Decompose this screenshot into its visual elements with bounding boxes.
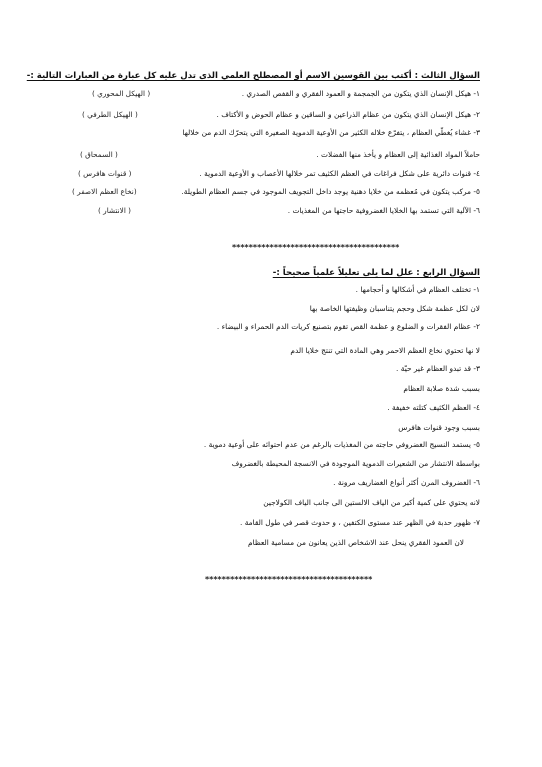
q4-item-4-question: ٤- العظم الكثيف كتلته خفيفة . <box>387 403 480 412</box>
q4-item-7-question: ٧- ظهور حدبة في الظهر عند مستوى الكتفين ، و حدوث قصر في طول القامة . <box>240 518 480 527</box>
q3-item-5-answer: (نخاع العظم الاصفر ) <box>72 187 137 196</box>
q4-title: السؤال الرابع : علل لما يلى تعليلاً علمياً صحيحاً :- <box>272 268 480 278</box>
q4-item-4-reason: بسبب وجود قنوات هافرس <box>398 423 480 432</box>
q3-item-3-text: ٣- غشاء يُغطّي العظام ، يتفرّع خلاله الكثير من الأوعية الدموية الصغيرة التي يتحرّك الدم من خلالها <box>182 128 480 137</box>
q3-item-6-text: ٦- الآلية التي تستمد بها الخلايا الغضروفية حاجتها من المغذيات . <box>287 206 480 215</box>
q4-item-6-reason: لانه يحتوي على كمية أكبر من الياف الالستين الى جانب الياف الكولاجين <box>263 498 480 507</box>
q3-item-4-answer: ( قنوات هافرس ) <box>78 169 132 178</box>
separator-stars-1: **************************************** <box>232 243 400 252</box>
q3-item-2-text: ٢- هيكل الإنسان الذي يتكون من عظام الذراعين و الساقين و عظام الحوض و الأكتاف . <box>216 110 480 119</box>
q3-item-2-answer: ( الهيكل الطرفي ) <box>82 110 138 119</box>
q4-item-6-question: ٦- الغضروف المرن أكثر أنواع الغضاريف مرونة . <box>333 478 480 487</box>
q4-item-2-question: ٢- عظام الفقرات و الضلوع و عظمة القص تقوم بتصنيع كريات الدم الحمراء و البيضاء . <box>216 322 480 331</box>
q4-item-5-question: ٥- يستمد النسيج الغضروفي حاجته من المغذيات بالرغم من عدم احتوائه على أوعية دموية . <box>203 440 480 449</box>
q4-item-3-question: ٣- قد تبدو العظام غير حيّة . <box>396 364 480 373</box>
q3-item-3-answer: ( السمحاق ) <box>80 150 118 159</box>
separator-stars-2: **************************************** <box>205 575 373 584</box>
q4-item-3-reason: بسبب شدة صلابة العظام <box>403 384 480 393</box>
q4-item-1-question: ١- تختلف العظام في أشكالها و أحجامها . <box>355 285 480 294</box>
q4-item-1-reason: لان لكل عظمة شكل وحجم يتناسبان وظيفتها الخاصة بها <box>309 304 480 313</box>
q4-item-2-reason: لا نها تحتوي نخاع العظم الاحمر وهي المادة التي تنتج خلايا الدم <box>290 346 480 355</box>
q4-item-5-reason: بواسطة الانتشار من الشعيرات الدموية الموجودة في الانسجة المحيطة بالغضروف <box>231 459 480 468</box>
q3-item-1-text: ١- هيكل الإنسان الذي يتكون من الجمجمة و العمود الفقري و القفص الصدري . <box>241 89 480 98</box>
q3-item-5-text: ٥- مركب يتكون في مُعظمه من خلايا دهنية يوجد داخل التجويف الموجود في جسم العظام الطويلة. <box>181 187 480 196</box>
q4-item-7-reason: لان العمود الفقري ينحل عند الاشخاص الذين يعانون من مسامية العظام <box>248 538 464 547</box>
q3-title: السؤال الثالث : أكتب بين القوسين الاسم أو المصطلح العلمي الذى تدل عليه كل عبارة من العبارات التالية :- <box>26 71 480 81</box>
q3-item-6-answer: ( الانتشار ) <box>98 206 132 215</box>
q3-item-3-cont-text: حاملاً المواد الغذائية إلى العظام و يأخذ منها الفضلات . <box>316 150 480 159</box>
q3-item-1-answer: ( الهيكل المحوري ) <box>92 89 151 98</box>
q3-item-4-text: ٤- قنوات دائرية على شكل فراغات في العظم الكثيف تمر خلالها الأعصاب و الأوعية الدموية . <box>199 169 480 178</box>
